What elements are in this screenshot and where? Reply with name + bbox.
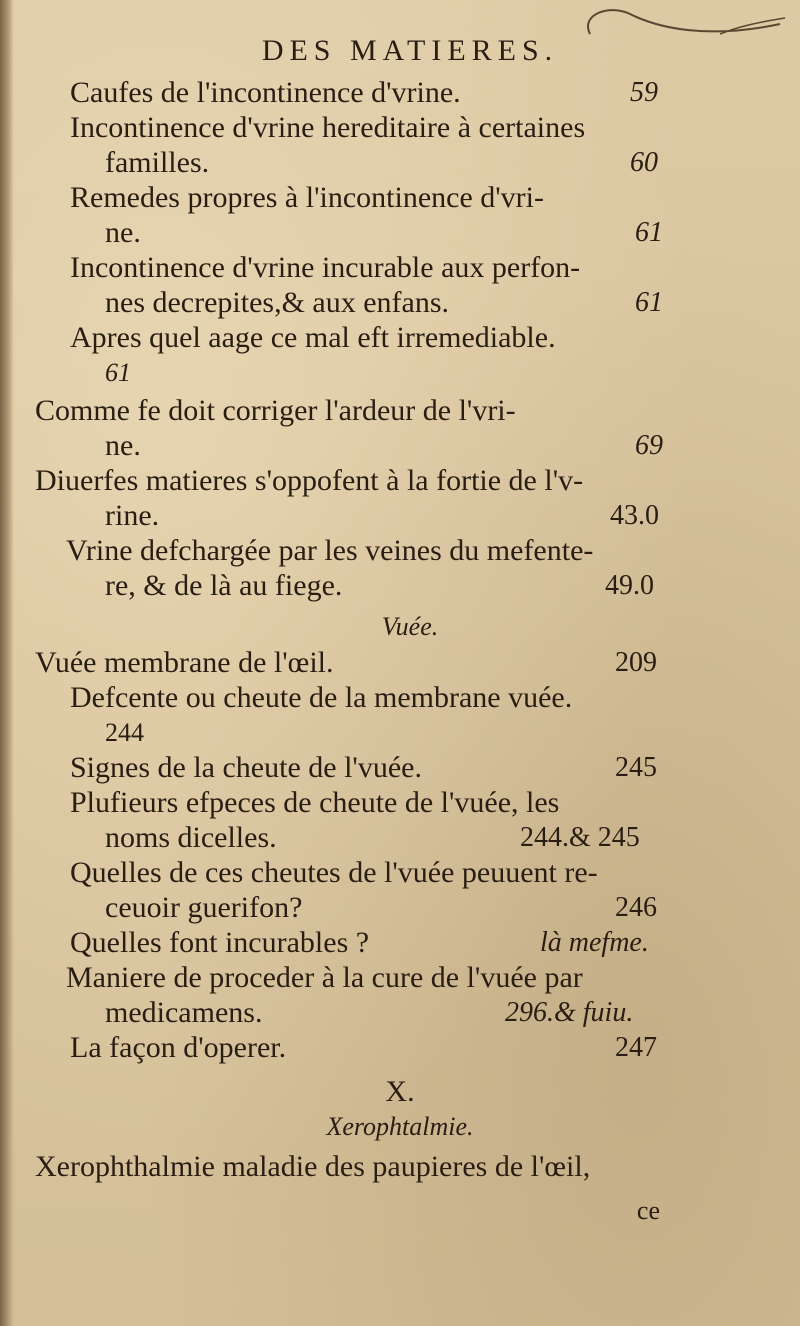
index-entry-page: 246: [615, 892, 657, 923]
index-entry-page: 59: [630, 77, 658, 108]
section-heading-vuee: Vuée.: [381, 612, 439, 641]
index-entry-text: Xerophthalmie maladie des paupieres de l'œil,: [35, 1150, 591, 1183]
index-entry-text: ne.: [105, 216, 141, 249]
index-entry-page: 69: [635, 430, 663, 461]
index-entry-text: Vuée membrane de l'œil.: [35, 646, 334, 679]
index-entry-page: 61: [635, 287, 663, 318]
index-entry-text: Signes de la cheute de l'vuée.: [70, 751, 422, 784]
index-entry-text: medicamens.: [105, 996, 263, 1029]
index-entry-text: La façon d'operer.: [70, 1031, 287, 1064]
index-entry-page: 296.& fuiu.: [505, 997, 634, 1028]
index-entry-text: Diuerfes matieres s'oppofent à la fortie de l'v-: [35, 464, 584, 497]
index-entry-text: ceuoir guerifon?: [105, 891, 303, 924]
index-entry-page: 209: [615, 647, 657, 678]
index-entry-text: Vrine defchargée par les veines du mefente-: [66, 534, 594, 567]
index-entry-text: nes decrepites,& aux enfans.: [105, 286, 450, 319]
index-entry-page: 245: [615, 752, 657, 783]
index-entry-text: 61: [105, 358, 131, 387]
index-entry-text: Quelles de ces cheutes de l'vuée peuuent re-: [70, 856, 598, 889]
section-heading-xerophtalmie: Xerophtalmie.: [326, 1112, 474, 1141]
index-entry-page: 60: [630, 147, 658, 178]
index-entry-page: 49.0: [605, 570, 654, 601]
index-entry-text: Caufes de l'incontinence d'vrine.: [70, 76, 461, 109]
index-entry-page: 247: [615, 1032, 657, 1063]
index-entry-page: 61: [635, 217, 663, 248]
index-entry-text: Plufieurs efpeces de cheute de l'vuée, les: [70, 786, 560, 819]
index-entry-text: Defcente ou cheute de la membrane vuée.: [70, 681, 573, 714]
index-entry-text: rine.: [105, 499, 160, 532]
index-entry-text: Apres quel aage ce mal eft irremediable.: [70, 321, 556, 354]
index-entry-text: Incontinence d'vrine hereditaire à certaines: [70, 111, 586, 144]
index-entry-text: 244: [105, 718, 144, 747]
index-entry-text: Maniere de proceder à la cure de l'vuée par: [66, 961, 583, 994]
index-entry-page: 244.& 245: [520, 822, 640, 853]
index-entry-text: familles.: [105, 146, 210, 179]
index-entry-text: re, & de là au fiege.: [105, 569, 343, 602]
index-entry-page: là mefme.: [540, 927, 649, 958]
index-entry-text: Quelles font incurables ?: [70, 926, 370, 959]
index-entry-text: Incontinence d'vrine incurable aux perfon-: [70, 251, 581, 284]
catchword: ce: [636, 1196, 660, 1225]
index-entry-text: Remedes propres à l'incontinence d'vri-: [70, 181, 544, 214]
page-header: DES MATIERES.: [261, 34, 559, 67]
index-entry-text: ne.: [105, 429, 141, 462]
section-letter-x: X.: [385, 1075, 415, 1108]
index-entry-page: 43.0: [610, 500, 659, 531]
index-entry-text: Comme fe doit corriger l'ardeur de l'vri-: [35, 394, 516, 427]
index-entry-text: noms dicelles.: [105, 821, 277, 854]
